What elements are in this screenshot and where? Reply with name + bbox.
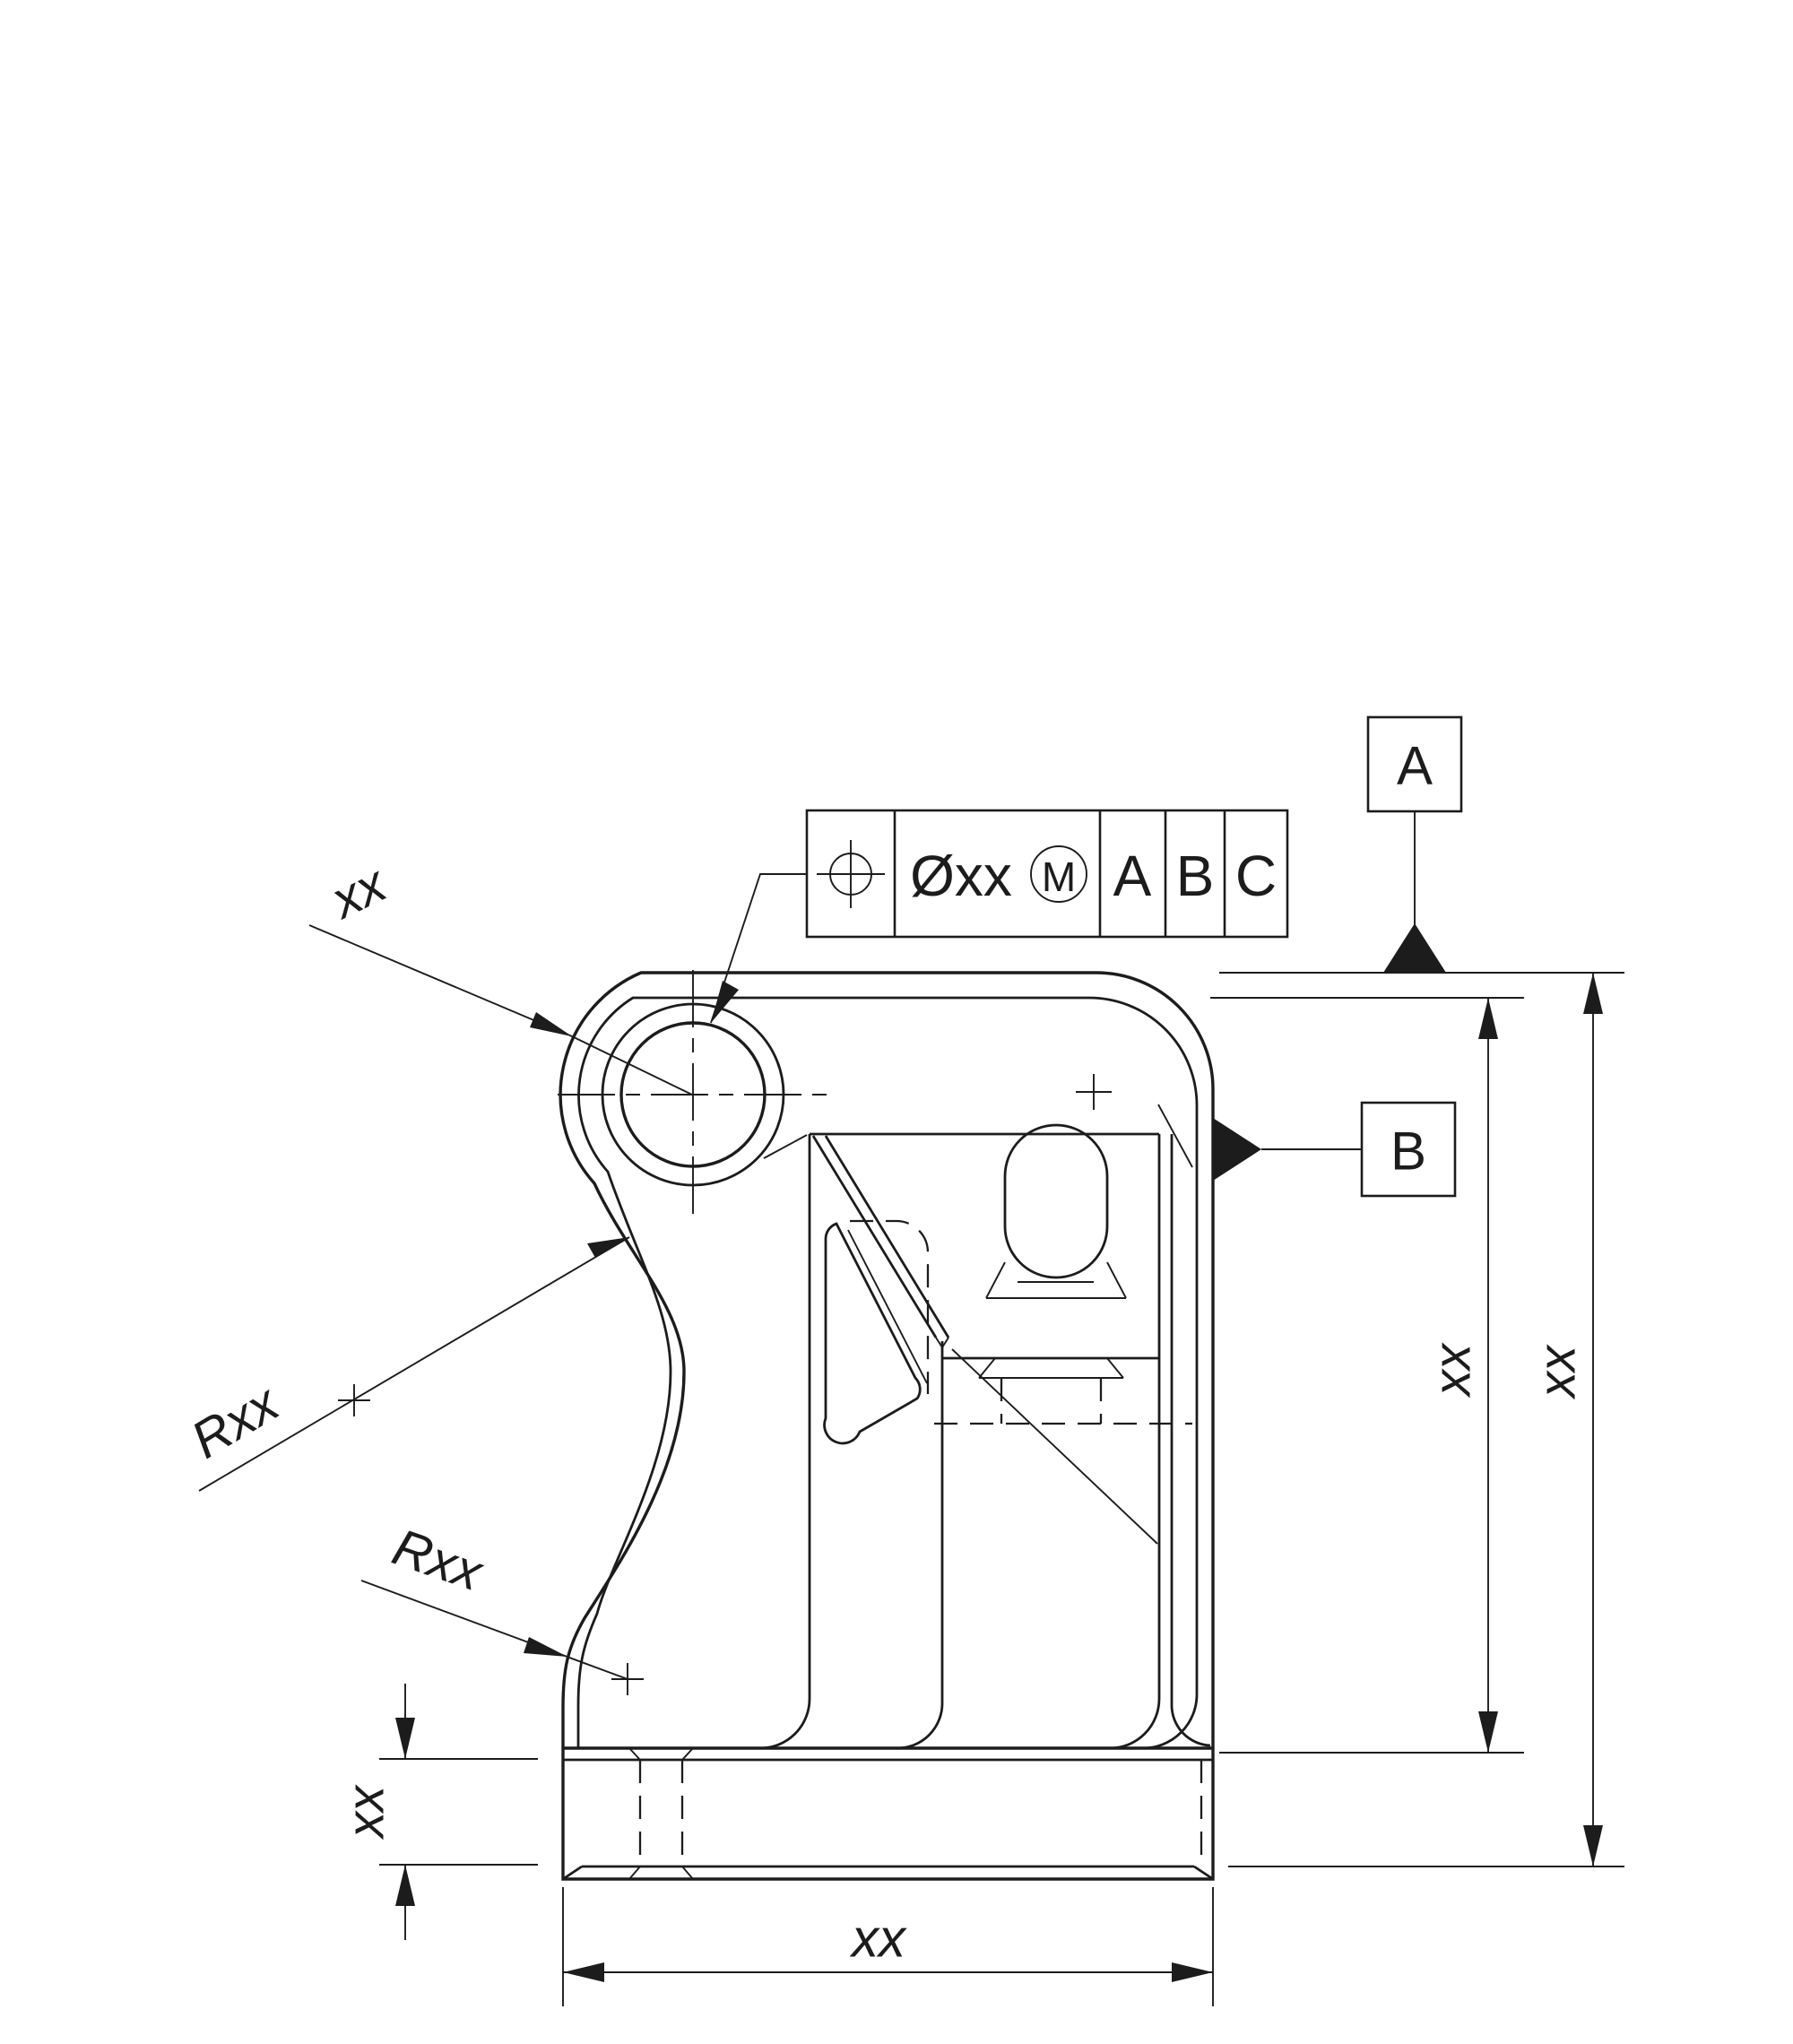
hidden-floor-hole	[1001, 1378, 1101, 1424]
pocket-left-wall	[760, 1134, 810, 1748]
feature-control-frame	[711, 810, 1287, 1023]
fcf-datum-1: A	[1113, 844, 1152, 908]
overall-height-arrow-bottom	[1583, 1825, 1603, 1866]
hole-dim-label: xx	[322, 854, 395, 930]
lower-radius-label: Rxx	[385, 1518, 489, 1602]
datum-a-label: A	[1396, 735, 1434, 796]
inner-height-arrow-bottom	[1478, 1711, 1498, 1753]
flange-dim-arrow-top	[395, 1718, 415, 1759]
flange-dim-arrow-bottom	[395, 1865, 415, 1906]
lower-radius-arrow	[524, 1637, 567, 1657]
datum-a-triangle-icon	[1383, 923, 1446, 973]
recessed-pocket	[760, 1134, 1210, 1748]
base-hole-chamfers	[629, 1748, 693, 1879]
window-fillet-edge	[848, 1230, 927, 1383]
base-width-label: xx	[852, 1908, 905, 1969]
inner-height-arrow-top	[1478, 998, 1498, 1039]
inner-height-label: xx	[1423, 1344, 1482, 1396]
slot-chamfer	[986, 1262, 1126, 1298]
position-tolerance-icon	[817, 840, 885, 908]
overall-height-arrow-top	[1583, 973, 1603, 1014]
overall-height-label: xx	[1528, 1346, 1587, 1398]
boss-to-pocket-edge	[764, 1135, 807, 1158]
obround-slot	[986, 1125, 1126, 1298]
base-width-arrow-right	[1172, 1962, 1213, 1982]
material-modifier-icon	[1031, 846, 1087, 902]
fcf-datum-3: C	[1234, 844, 1278, 908]
floor-chamfer	[979, 1358, 1123, 1378]
overall-height-dimension	[1219, 973, 1624, 1866]
upper-radius-arrow	[587, 1237, 629, 1258]
hole-leader-arrow	[530, 1012, 572, 1036]
part-outline	[560, 973, 1213, 1748]
pocket-right-wall	[1159, 1134, 1172, 1358]
right-wall-lower	[1110, 1358, 1210, 1748]
datum-a	[1368, 717, 1461, 973]
rib-front-edge	[897, 1341, 942, 1748]
datum-b	[1213, 1103, 1455, 1196]
fcf-leader-arrow	[711, 981, 739, 1023]
corner-radius-tick	[1158, 1104, 1192, 1167]
inner-height-dimension	[1210, 998, 1524, 1753]
base-flange	[563, 1748, 1213, 1879]
flange-thickness-dimension	[337, 1684, 539, 1940]
datum-b-triangle-icon	[1213, 1118, 1261, 1181]
material-modifier-letter: M	[1041, 853, 1077, 900]
datum-b-label: B	[1390, 1121, 1427, 1182]
base-width-arrow-left	[563, 1962, 604, 1982]
triangular-window	[825, 1224, 927, 1443]
hidden-base-hole	[640, 1760, 1201, 1866]
fcf-datum-2: B	[1175, 844, 1215, 908]
base-width-dimension	[563, 1887, 1213, 2006]
flange-thickness-label: xx	[336, 1786, 395, 1838]
upper-radius-label: Rxx	[181, 1373, 289, 1470]
lower-radius-dimension	[361, 1518, 628, 1679]
corner-radius-center-mark	[1076, 1074, 1112, 1110]
support-rib	[813, 1136, 1157, 1748]
fcf-tolerance-value: Øxx	[910, 844, 1012, 908]
upper-radius-dimension	[181, 1237, 629, 1491]
